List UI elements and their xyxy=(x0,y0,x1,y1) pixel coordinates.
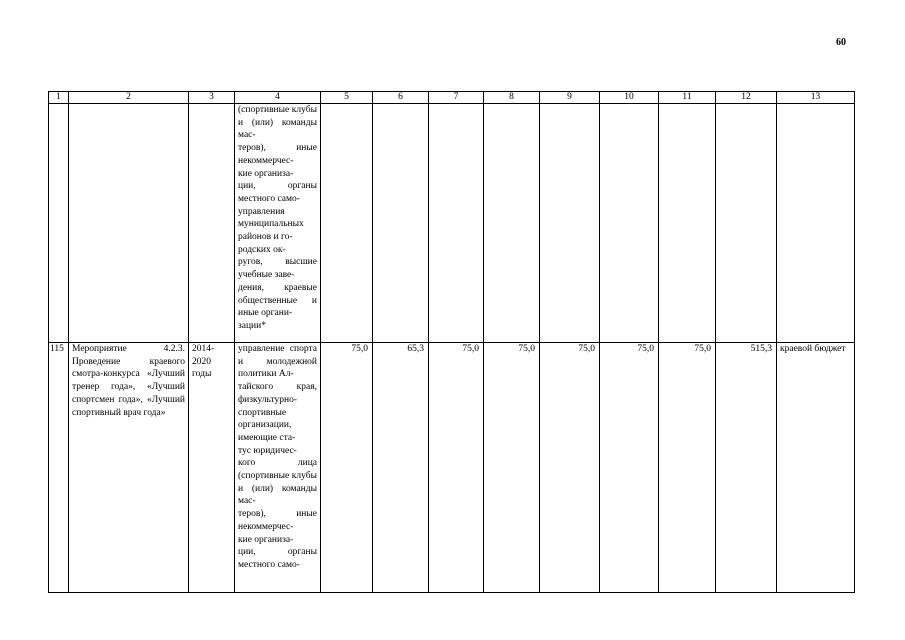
header-cell: 3 xyxy=(189,92,235,104)
executor: управление спорта и молодежной политики Ал- тайского края, физкультурно- спортивные организации, имеющие ста- тус юридичес- кого лица (спортивные клубы и (или) команды мас- теров), иные некоммерчес- кие организа- ции, органы местного само- xyxy=(235,343,321,593)
cell-empty xyxy=(321,104,373,343)
header-cell: 4 xyxy=(235,92,321,104)
cell-empty xyxy=(600,104,659,343)
activities-table xyxy=(48,91,855,593)
cell-empty xyxy=(49,104,69,343)
header-cell: 6 xyxy=(373,92,429,104)
header-cell: 9 xyxy=(540,92,600,104)
value-col8: 75,0 xyxy=(484,343,540,593)
cell-empty xyxy=(659,104,716,343)
header-cell: 8 xyxy=(484,92,540,104)
header-cell: 2 xyxy=(69,92,189,104)
value-col6: 65,3 xyxy=(373,343,429,593)
period: 2014- 2020 годы xyxy=(189,343,235,593)
header-cell: 1 xyxy=(49,92,69,104)
funding-source: краевой бюджет xyxy=(777,343,855,593)
header-cell: 12 xyxy=(716,92,777,104)
row-number: 115 xyxy=(49,343,69,593)
table-row-continuation xyxy=(49,104,855,343)
value-col10: 75,0 xyxy=(600,343,659,593)
activity-name: Мероприятие 4.2.3. Проведение краевого смотра-конкурса «Лучший тренер года», «Лучший спортсмен года», «Лучший спортивный врач года» xyxy=(69,343,189,593)
cell-empty xyxy=(373,104,429,343)
header-cell: 7 xyxy=(429,92,484,104)
page-number: 60 xyxy=(836,37,846,48)
header-cell: 13 xyxy=(777,92,855,104)
value-col11: 75,0 xyxy=(659,343,716,593)
header-row xyxy=(49,92,855,104)
cell-empty xyxy=(189,104,235,343)
header-cell: 11 xyxy=(659,92,716,104)
cell-empty xyxy=(716,104,777,343)
header-cell: 10 xyxy=(600,92,659,104)
cell-empty xyxy=(484,104,540,343)
cell-empty xyxy=(69,104,189,343)
cell-empty xyxy=(777,104,855,343)
table-row-115 xyxy=(49,343,855,593)
value-col12: 515,3 xyxy=(716,343,777,593)
cell-empty xyxy=(429,104,484,343)
header-cell: 5 xyxy=(321,92,373,104)
value-col5: 75,0 xyxy=(321,343,373,593)
value-col7: 75,0 xyxy=(429,343,484,593)
cell-empty xyxy=(540,104,600,343)
executor-continuation: (спортивные клубы и (или) команды мас- теров), иные некоммерчес- кие организа- ции, органы местного само- управления муниципальных районов и го- родских ок- ругов, высшие учебные заве- дения, краевые общественные и иные органи- зации* xyxy=(235,104,321,343)
value-col9: 75,0 xyxy=(540,343,600,593)
